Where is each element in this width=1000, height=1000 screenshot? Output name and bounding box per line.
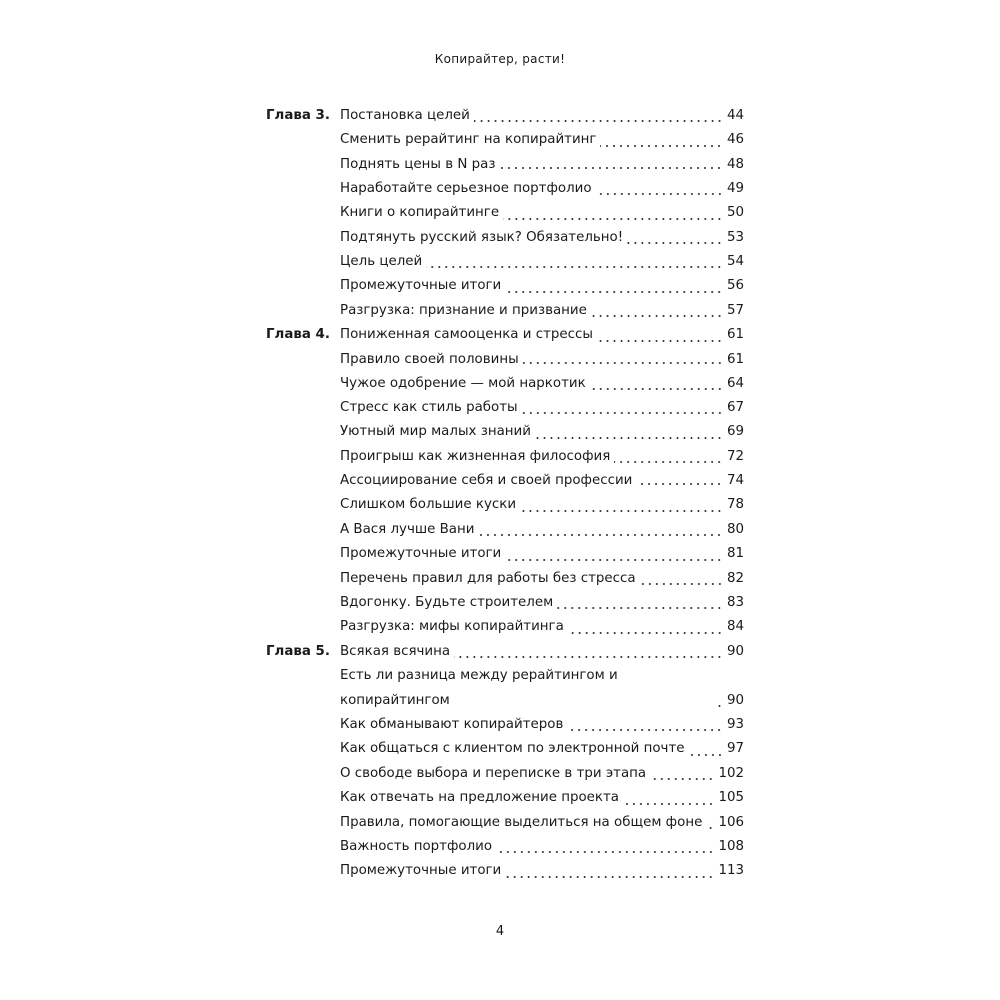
toc-entry-page: 93 bbox=[726, 716, 744, 732]
toc-entry-title: Проигрыш как жизненная философия bbox=[340, 448, 611, 464]
toc-entry-title: Как общаться с клиентом по электронной почте bbox=[340, 741, 685, 757]
dot-leader bbox=[600, 145, 723, 147]
toc-entry-page: 64 bbox=[726, 375, 744, 391]
toc-entry[interactable] bbox=[340, 372, 744, 396]
toc-entry-title: Важность портфолио bbox=[340, 838, 493, 854]
toc-entry-title: Сменить рерайтинг на копирайтинг bbox=[340, 132, 597, 148]
toc-entry-title: Поднять цены в N раз bbox=[340, 156, 496, 172]
toc-entry[interactable] bbox=[340, 177, 744, 201]
toc-entry-page: 50 bbox=[726, 205, 744, 221]
toc-entry[interactable] bbox=[340, 226, 744, 250]
toc-entry[interactable] bbox=[340, 835, 744, 859]
toc-entry-page: 46 bbox=[726, 132, 744, 148]
dot-leader bbox=[505, 876, 714, 878]
toc-entry-page: 72 bbox=[726, 448, 744, 464]
dot-leader bbox=[627, 242, 723, 244]
toc-entry-page: 48 bbox=[726, 156, 744, 172]
dot-leader bbox=[505, 291, 723, 293]
toc-entry-title: Уютный мир малых знаний bbox=[340, 424, 531, 440]
toc-entry-page: 53 bbox=[726, 229, 744, 245]
toc-entry-page: 80 bbox=[726, 521, 744, 537]
toc-entry[interactable] bbox=[340, 323, 744, 347]
toc-entry-title: Подтянуть русский язык? Обязательно! bbox=[340, 229, 624, 245]
toc-entry[interactable] bbox=[340, 762, 744, 786]
toc-entry-title: Промежуточные итоги bbox=[340, 546, 502, 562]
toc-entry-page: 69 bbox=[726, 424, 744, 440]
toc-entry-title: Перечень правил для работы без стресса bbox=[340, 570, 636, 586]
toc-entry[interactable] bbox=[340, 396, 744, 420]
toc-entry-title: Всякая всячина bbox=[340, 643, 451, 659]
page-number: 4 bbox=[495, 924, 505, 939]
dot-leader bbox=[614, 461, 723, 463]
chapter-label: Глава 4. bbox=[266, 327, 330, 343]
toc-entry[interactable] bbox=[340, 274, 744, 298]
toc-entry[interactable] bbox=[340, 542, 744, 566]
toc-entry-list bbox=[340, 323, 744, 639]
toc-entry-title: Слишком большие куски bbox=[340, 497, 517, 513]
table-of-contents bbox=[266, 104, 744, 884]
toc-entry-title: Правила, помогающие выделиться на общем фоне bbox=[340, 814, 703, 830]
toc-entry-page: 84 bbox=[726, 619, 744, 635]
toc-entry[interactable] bbox=[340, 737, 744, 761]
toc-entry-title: Цель целей bbox=[340, 254, 423, 270]
dot-leader bbox=[623, 803, 714, 805]
toc-entry[interactable] bbox=[340, 250, 744, 274]
toc-entry[interactable] bbox=[340, 445, 744, 469]
dot-leader bbox=[478, 534, 722, 536]
toc-entry[interactable] bbox=[340, 786, 744, 810]
toc-entry-title: Правило своей половины bbox=[340, 351, 519, 367]
dot-leader bbox=[650, 778, 714, 780]
chapter-label: Глава 5. bbox=[266, 643, 330, 659]
running-header: Копирайтер, расти! bbox=[434, 52, 566, 66]
dot-leader bbox=[499, 167, 722, 169]
toc-entry-title: Есть ли разница между рерайтингом и копирайтингом bbox=[340, 668, 618, 708]
toc-entry[interactable] bbox=[340, 664, 744, 713]
toc-entry-page: 82 bbox=[726, 570, 744, 586]
toc-entry-list bbox=[340, 104, 744, 323]
toc-entry[interactable] bbox=[340, 591, 744, 615]
dot-leader bbox=[496, 851, 714, 853]
toc-entry[interactable] bbox=[340, 493, 744, 517]
toc-entry[interactable] bbox=[340, 518, 744, 542]
toc-entry-page: 105 bbox=[718, 790, 744, 806]
toc-entry-page: 61 bbox=[726, 351, 744, 367]
toc-entry-page: 97 bbox=[726, 741, 744, 757]
toc-entry-page: 113 bbox=[718, 863, 744, 879]
toc-entry-page: 49 bbox=[726, 180, 744, 196]
toc-entry-page: 90 bbox=[726, 692, 744, 708]
dot-leader bbox=[520, 510, 723, 512]
toc-entry-title: Ассоциирование себя и своей профессии bbox=[340, 473, 633, 489]
toc-entry-title: Стресс как стиль работы bbox=[340, 400, 518, 416]
toc-entry-page: 56 bbox=[726, 278, 744, 294]
dot-leader bbox=[640, 583, 723, 585]
toc-entry-page: 57 bbox=[726, 302, 744, 318]
toc-chapter bbox=[266, 104, 744, 323]
dot-leader bbox=[567, 729, 723, 731]
toc-entry-page: 67 bbox=[726, 400, 744, 416]
toc-entry-title: Промежуточные итоги bbox=[340, 863, 502, 879]
toc-entry-title: Разгрузка: мифы копирайтинга bbox=[340, 619, 564, 635]
dot-leader bbox=[426, 266, 723, 268]
dot-leader bbox=[591, 315, 723, 317]
dot-leader bbox=[557, 607, 723, 609]
toc-entry[interactable] bbox=[340, 348, 744, 372]
dot-leader bbox=[590, 388, 723, 390]
toc-entry[interactable] bbox=[340, 567, 744, 591]
toc-entry-title: Чужое одобрение — мой наркотик bbox=[340, 375, 586, 391]
toc-entry-title: Книги о копирайтинге bbox=[340, 205, 500, 221]
toc-entry-page: 44 bbox=[726, 108, 744, 123]
toc-entry[interactable] bbox=[340, 640, 744, 664]
toc-entry-title: Вдогонку. Будьте строителем bbox=[340, 594, 554, 610]
toc-entry-title: Наработайте серьезное портфолио bbox=[340, 180, 592, 196]
dot-leader bbox=[522, 412, 723, 414]
toc-entry-page: 61 bbox=[726, 327, 744, 343]
toc-entry-title: Как обманывают копирайтеров bbox=[340, 716, 564, 732]
toc-entry-title: О свободе выбора и переписке в три этапа bbox=[340, 765, 647, 781]
toc-entry[interactable] bbox=[340, 153, 744, 177]
toc-entry-page: 90 bbox=[726, 643, 744, 659]
dot-leader bbox=[597, 340, 723, 342]
toc-entry-title: Разгрузка: признание и призвание bbox=[340, 302, 587, 318]
dot-leader bbox=[636, 483, 723, 485]
toc-chapter bbox=[266, 640, 744, 884]
dot-leader bbox=[596, 193, 723, 195]
toc-entry[interactable] bbox=[340, 469, 744, 493]
toc-entry-list bbox=[340, 640, 744, 884]
toc-entry[interactable] bbox=[340, 201, 744, 225]
toc-entry[interactable] bbox=[340, 299, 744, 323]
chapter-label: Глава 3. bbox=[266, 108, 330, 123]
dot-leader bbox=[689, 754, 723, 756]
toc-entry[interactable] bbox=[340, 615, 744, 639]
toc-entry-page: 108 bbox=[718, 838, 744, 854]
dot-leader bbox=[503, 218, 723, 220]
toc-entry-title: Промежуточные итоги bbox=[340, 278, 502, 294]
toc-entry-page: 54 bbox=[726, 254, 744, 270]
toc-entry[interactable] bbox=[340, 420, 744, 444]
dot-leader bbox=[454, 656, 723, 658]
dot-leader bbox=[535, 437, 723, 439]
toc-entry[interactable] bbox=[340, 859, 744, 883]
dot-leader bbox=[706, 827, 714, 829]
dot-leader bbox=[523, 362, 723, 364]
toc-entry-page: 74 bbox=[726, 473, 744, 489]
toc-entry-page: 106 bbox=[718, 814, 744, 830]
toc-entry-title: Пониженная самооценка и стрессы bbox=[340, 327, 593, 343]
dot-leader bbox=[505, 559, 723, 561]
toc-entry-title: Постановка целей bbox=[340, 108, 470, 123]
toc-entry[interactable] bbox=[340, 713, 744, 737]
dot-leader bbox=[568, 632, 723, 634]
toc-entry[interactable] bbox=[340, 811, 744, 835]
toc-entry[interactable] bbox=[340, 104, 744, 128]
toc-entry-page: 102 bbox=[718, 765, 744, 781]
toc-chapter bbox=[266, 323, 744, 639]
dot-leader bbox=[474, 120, 723, 122]
toc-entry-title: Как отвечать на предложение проекта bbox=[340, 790, 619, 806]
toc-entry-title: А Вася лучше Вани bbox=[340, 521, 475, 537]
dot-leader bbox=[717, 705, 723, 707]
toc-entry[interactable] bbox=[340, 128, 744, 152]
toc-entry-page: 81 bbox=[726, 546, 744, 562]
toc-entry-page: 78 bbox=[726, 497, 744, 513]
toc-entry-page: 83 bbox=[726, 594, 744, 610]
